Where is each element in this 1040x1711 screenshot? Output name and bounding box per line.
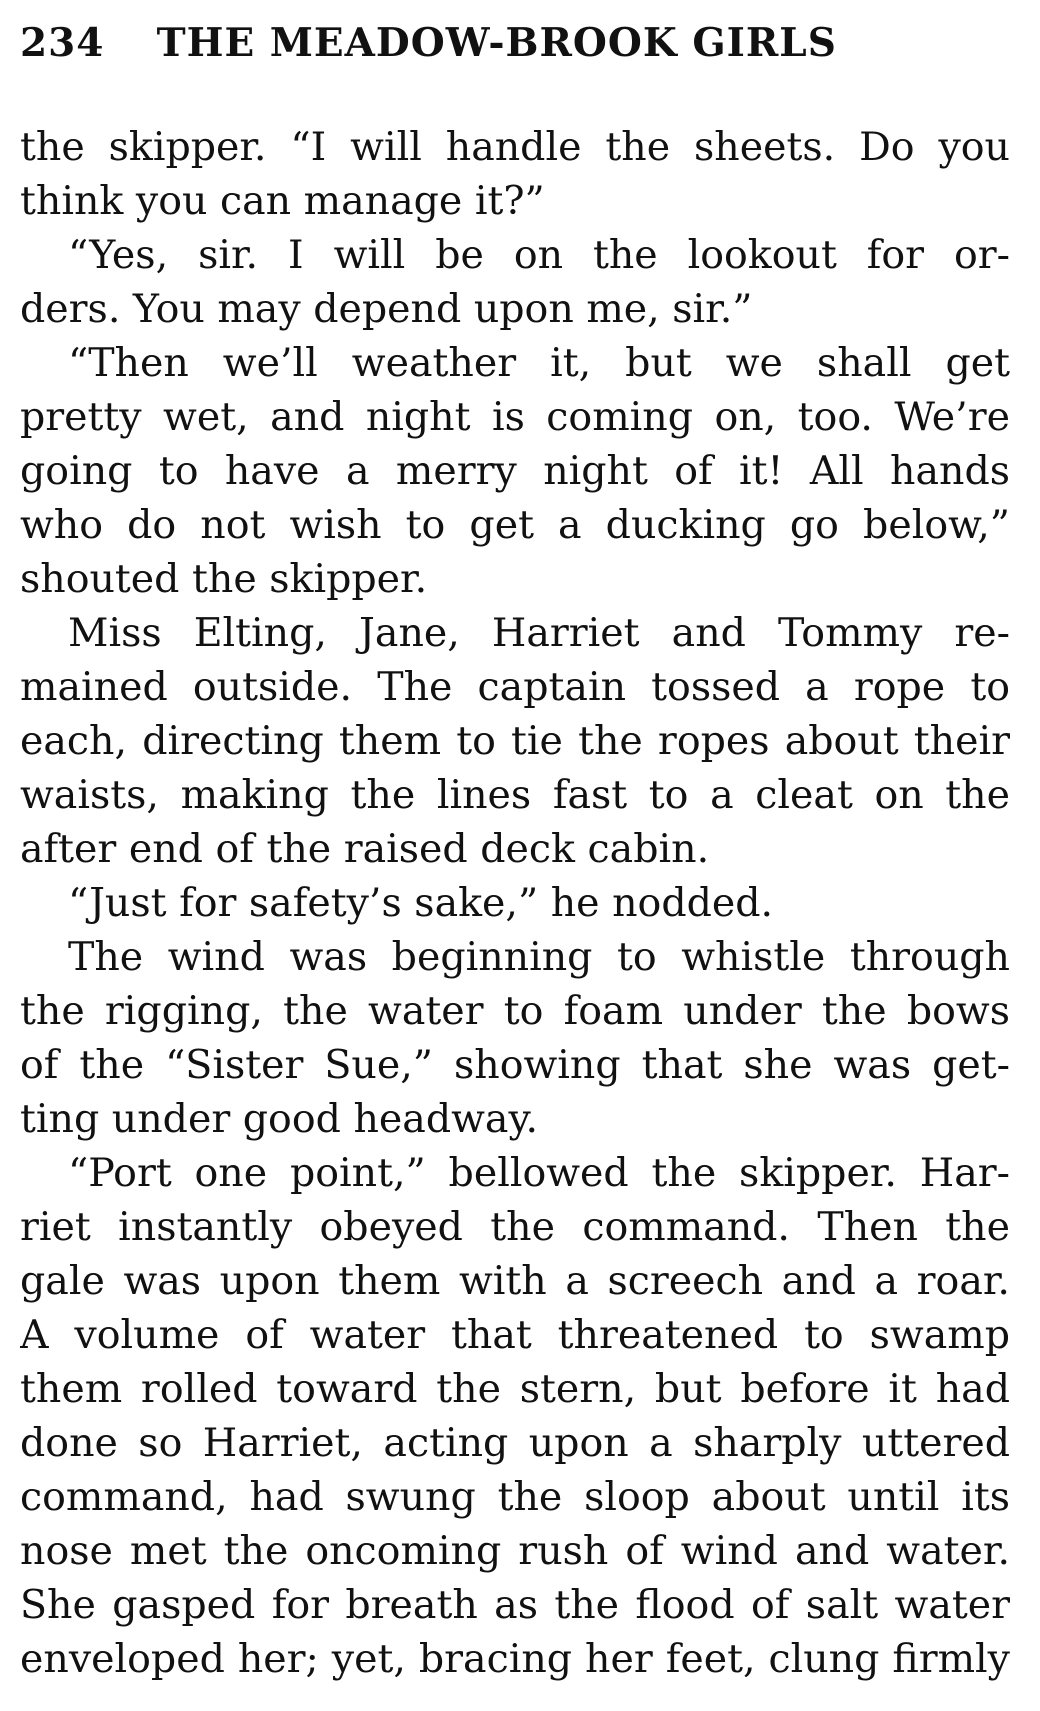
body-text [20,120,1010,1686]
text-line: “Then we’ll weather it, but we shall get [68,340,1010,386]
text-line: mained outside. The captain tossed a rope to [20,664,1010,710]
text-line: “Just for safety’s sake,” he nodded. [68,880,774,926]
text-line: going to have a merry night of it! All hands [20,448,1010,494]
book-title: THE MEADOW-BROOK GIRLS [156,20,837,66]
page-number: 234 [20,20,105,66]
text-line: the skipper. “I will handle the sheets. Do you [20,124,1010,170]
text-line: them rolled toward the stern, but before it had [20,1366,1010,1412]
text-line: A volume of water that threatened to swamp [20,1312,1010,1358]
text-line: after end of the raised deck cabin. [20,826,710,872]
text-line: command, had swung the sloop about until its [20,1474,1010,1520]
text-line: “Port one point,” bellowed the skipper. Har- [68,1150,1010,1196]
text-line: The wind was beginning to whistle through [68,934,1010,980]
text-line: ders. You may depend upon me, sir.” [20,286,753,332]
text-line: the rigging, the water to foam under the bows [20,988,1010,1034]
text-line: enveloped her; yet, bracing her feet, clung firmly [20,1636,1010,1682]
text-line: pretty wet, and night is coming on, too. We’re [20,394,1010,440]
text-line: think you can manage it?” [20,178,545,224]
text-line: nose met the oncoming rush of wind and water. [20,1528,1010,1574]
text-line: who do not wish to get a ducking go below,” [20,502,1010,548]
text-line: riet instantly obeyed the command. Then the [20,1204,1010,1250]
text-line: waists, making the lines fast to a cleat on the [20,772,1010,818]
text-line: each, directing them to tie the ropes about their [20,718,1010,764]
text-line: done so Harriet, acting upon a sharply uttered [20,1420,1010,1466]
text-line: shouted the skipper. [20,556,428,602]
book-page [20,0,1010,1711]
text-line: She gasped for breath as the flood of salt water [20,1582,1010,1628]
text-line: gale was upon them with a screech and a roar. [20,1258,1010,1304]
text-line: “Yes, sir. I will be on the lookout for or- [68,232,1010,278]
text-line: ting under good headway. [20,1096,539,1142]
running-head [20,20,900,70]
text-line: of the “Sister Sue,” showing that she was get- [20,1042,1010,1088]
text-line: Miss Elting, Jane, Harriet and Tommy re- [68,610,1010,656]
